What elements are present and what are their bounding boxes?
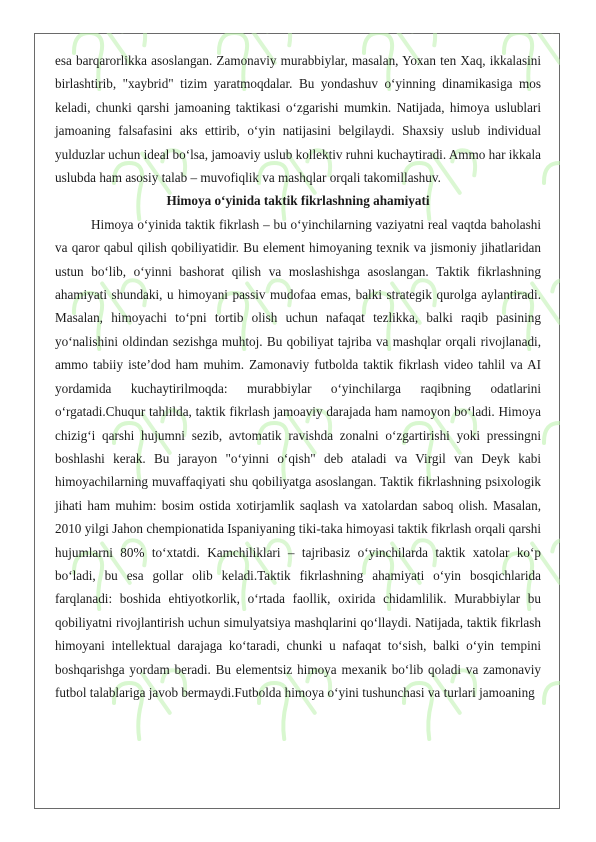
paragraph-1: esa barqarorlikka asoslangan. Zamonaviy murabbiylar, masalan, Yoxan ten Xaq, ikkalasini birlashtirib, "xaybrid" tizim yaratmoqdalar. Bu yondashuv o‘yinning dinamikasiga mos keladi, chunki qarshi jamoaning taktikasi o‘zgarishi mumkin. Natijada, himoya uslublari jamoaning falsafasini aks ettirib, o‘yin natijasini belgilaydi. Shaxsiy uslub individual yulduzlar uchun ideal bo‘lsa, jamoaviy uslub kollektiv ruhni kuchaytiradi. Ammo har ikkala uslubda ham asosiy talab – muvofiqlik va mashqlar orqali takomillashuv. xyxy=(55,53,541,186)
document-body xyxy=(55,49,541,704)
paragraph-2: Himoya o‘yinida taktik fikrlash – bu o‘yinchilarning vaziyatni real vaqtda baholashi va qaror qabul qilish qobiliyatidir. Bu element himoyaning texnik va jismoniy jihatlaridan ustun bo‘lib, o‘yinni bashorat qilish va moslashishga asoslangan. Taktik fikrlashning ahamiyati shundaki, u himoyani passiv mudofaa emas, balki strategik qurolga aylantiradi. Masalan, himoyachi to‘pni tortib olish uchun nafaqat tezlikka, balki raqib pasining yo‘nalishini oldindan sezishga muhtoj. Bu qobiliyat tajriba va mashqlar orqali rivojlanadi, ammo tabiiy iste’dod ham muhim. Zamonaviy futbolda taktik fikrlash video tahlil va AI yordamida kuchaytirilmoqda: murabbiylar o‘yinchilarga raqibning odatlarini o‘rgatadi.Chuqur tahlilda, taktik fikrlash jamoaviy darajada ham namoyon bo‘ladi. Himoya chizig‘i qarshi hujumni sezib, avtomatik ravishda zonalni o‘zgartirishi yoki pressingni boshlashi kerak. Bu jarayon "o‘yinni o‘qish" deb ataladi va Virgil van Deyk kabi himoyachilarning muvaffaqiyati shu qobiliyatga asoslangan. Taktik fikrlashning psixologik jihati ham muhim: bosim ostida xotirjamlik saqlash va xatolardan saboq olish. Masalan, 2010 yilgi Jahon chempionatida Ispaniyaning tiki-taka himoyasi taktik fikrlash orqali qarshi hujumlarni 80% to‘xtatdi. Kamchiliklari – tajribasiz o‘yinchilarda taktik xatolar ko‘p bo‘ladi, bu esa gollar olib keladi.Taktik fikrlashning ahamiyati o‘yin bosqichlarida farqlanadi: boshida ehtiyotkorlik, o‘rtada faollik, oxirida chidamlilik. Murabbiylar bu qobiliyatni rivojlantirish uchun simulyatsiya mashqlarini qo‘llaydi. Natijada, taktik fikrlash himoyani intellektual darajaga ko‘taradi, chunki u nafaqat to‘sish, balki o‘yin tempini boshqarishga yordam beradi. Bu elementsiz himoya mexanik bo‘lib qoladi va zamonaviy futbol talablariga javob bermaydi.Futbolda himoya o‘yini tushunchasi va turlari jamoaning xyxy=(55,216,541,700)
section-heading: Himoya o‘yinida taktik fikrlashning ahamiyati xyxy=(166,193,430,209)
